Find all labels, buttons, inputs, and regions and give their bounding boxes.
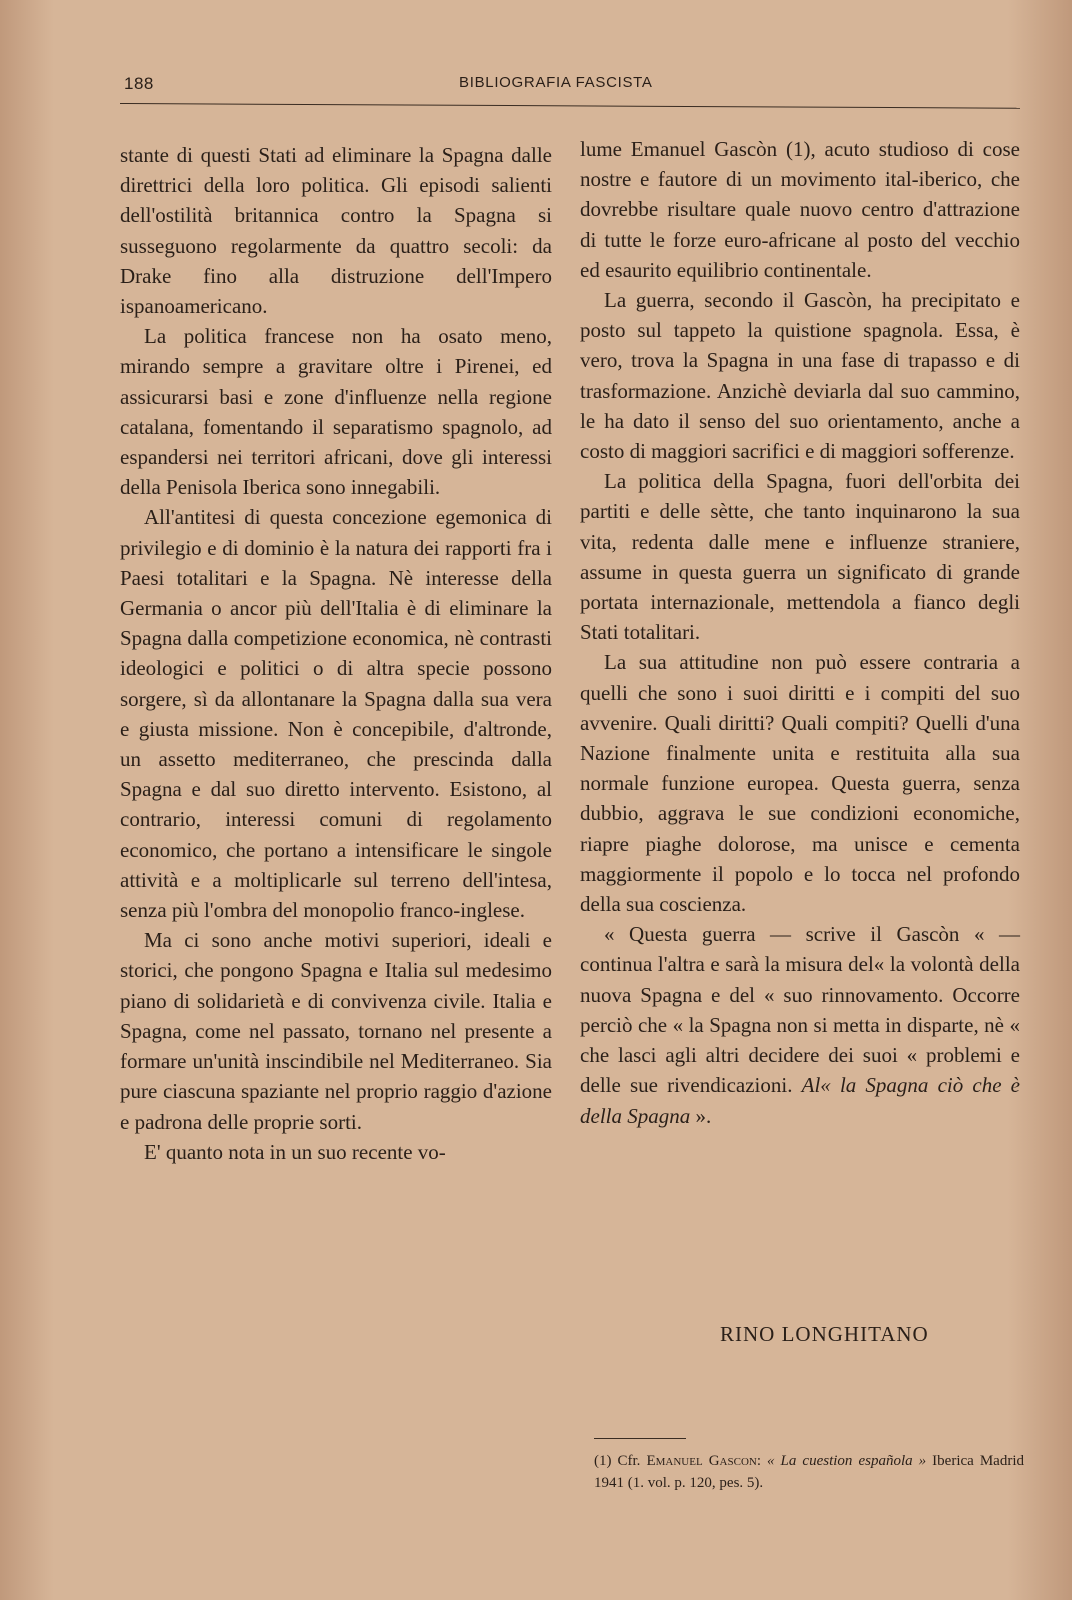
quotation-paragraph [580,919,1020,1130]
header-rule [120,103,1020,109]
footnote-rule [594,1438,686,1439]
paragraph: La guerra, secondo il Gascòn, ha precipitato e posto sul tappeto la quistione spagnola. Essa, è vero, trova la Spagna in una fase di trapasso e di trasformazione. Anzichè deviarla dal suo cammino, le ha dato il senso del suo orientamento, anche a costo di maggiori sacrifici e di maggiori sofferenze. [580,288,1020,464]
paragraph: La sua attitudine non può essere contraria a quelli che sono i suoi diritti e i compiti del suo avvenire. Quali diritti? Quali compiti? Quelli d'una Nazione finalmente unita e restituita alla sua normale funzione europea. Questa guerra, senza dubbio, aggrava le sue condizioni economiche, riapre piaghe dolorose, ma unisce e cementa maggiormente il popolo e lo tocca nel profondo della sua coscienza. [580,650,1020,917]
quotation-text: « Questa guerra — scrive il Gascòn « — continua l'altra e sarà la misura del« la volontà della nuova Spagna e del « suo rinnovamento. Occorre perciò che « la Spagna non si metta in disparte, nè « che lasci agli altri decidere dei suoi « problemi e delle sue rivendicazioni. [580,922,1020,1098]
footnote-marker: (1) Cfr. [594,1453,641,1469]
page-header [124,72,1024,94]
author-signature: RINO LONGHITANO [720,1322,929,1346]
running-title: BIBLIOGRAFIA FASCISTA [459,74,653,91]
quotation-close: ». [695,1103,712,1128]
footnote [594,1450,1024,1494]
paragraph: E' quanto nota in un suo recente vo- [144,1139,446,1164]
paragraph: La politica della Spagna, fuori dell'orbita dei partiti e delle sètte, che tanto inquinarono la sua vita, redenta dalle mene e influenze straniere, assume in questa guerra un significato di grande portata internazionale, mettendola a fianco degli Stati totalitari. [580,469,1020,645]
footnote-rest: Iberica Madrid 1941 (1. vol. p. 120, pes. 5). [594,1453,1024,1491]
paragraph: Ma ci sono anche motivi superiori, ideali e storici, che pongono Spagna e Italia sul medesimo piano di solidarietà e di convivenza civile. Italia e Spagna, come nel passato, tornano nel presente a formare un'unità inscindibile nel Mediterraneo. Sia pure ciascuna spaziante nel proprio raggio d'azione e padrona delle proprie sorti. [120,928,552,1134]
left-column [120,140,552,1167]
paragraph: La politica francese non ha osato meno, mirando sempre a gravitare oltre i Pirenei, ed assicurarsi basi e zone d'influenze nella regione catalana, fomentando il separatismo spagnolo, ad espandersi nei territori africani, dove gli interessi della Penisola Iberica sono innegabili. [120,324,552,500]
footnote-author: Emanuel Gascon: [646,1453,761,1469]
paragraph: lume Emanuel Gascòn (1), acuto studioso di cose nostre e fautore di un movimento ital-iberico, che dovrebbe risultare quale nuovo centro d'attrazione di tutte le forze euro-africane al posto del vecchio ed esaurito equilibrio continentale. [580,137,1020,282]
footnote-title: « La cuestion española » [767,1453,927,1469]
right-column [580,134,1020,1131]
paragraph: All'antitesi di questa concezione egemonica di privilegio e di dominio è la natura dei rapporti fra i Paesi totalitari e la Spagna. Nè interesse della Germania o ancor più dell'Italia è di eliminare la Spagna dalla competizione economica, nè contrasti ideologici e politici o di altra specie possono sorgere, sì da allontanare la Spagna dalla sua vera e giusta missione. Non è concepibile, d'altronde, un assetto mediterraneo, che prescinda dalla Spagna e dal suo diretto intervento. Esistono, al contrario, interessi comuni di regolamento economico, che portano a intensificare le singole attività e a moltiplicarle sul terreno dell'intesa, senza più l'ombra del monopolio franco-inglese. [120,505,552,923]
page-number: 188 [124,74,154,93]
quotation-italic: Al« la Spagna ciò che è della Spagna [580,1073,1020,1128]
paragraph: stante di questi Stati ad eliminare la Spagna dalle direttrici della loro politica. Gli episodi salienti dell'ostilità britannica contro la Spagna si susseguono regolarmente da quattro secoli: da Drake fino alla distruzione dell'Impero ispanoamericano. [120,143,552,319]
